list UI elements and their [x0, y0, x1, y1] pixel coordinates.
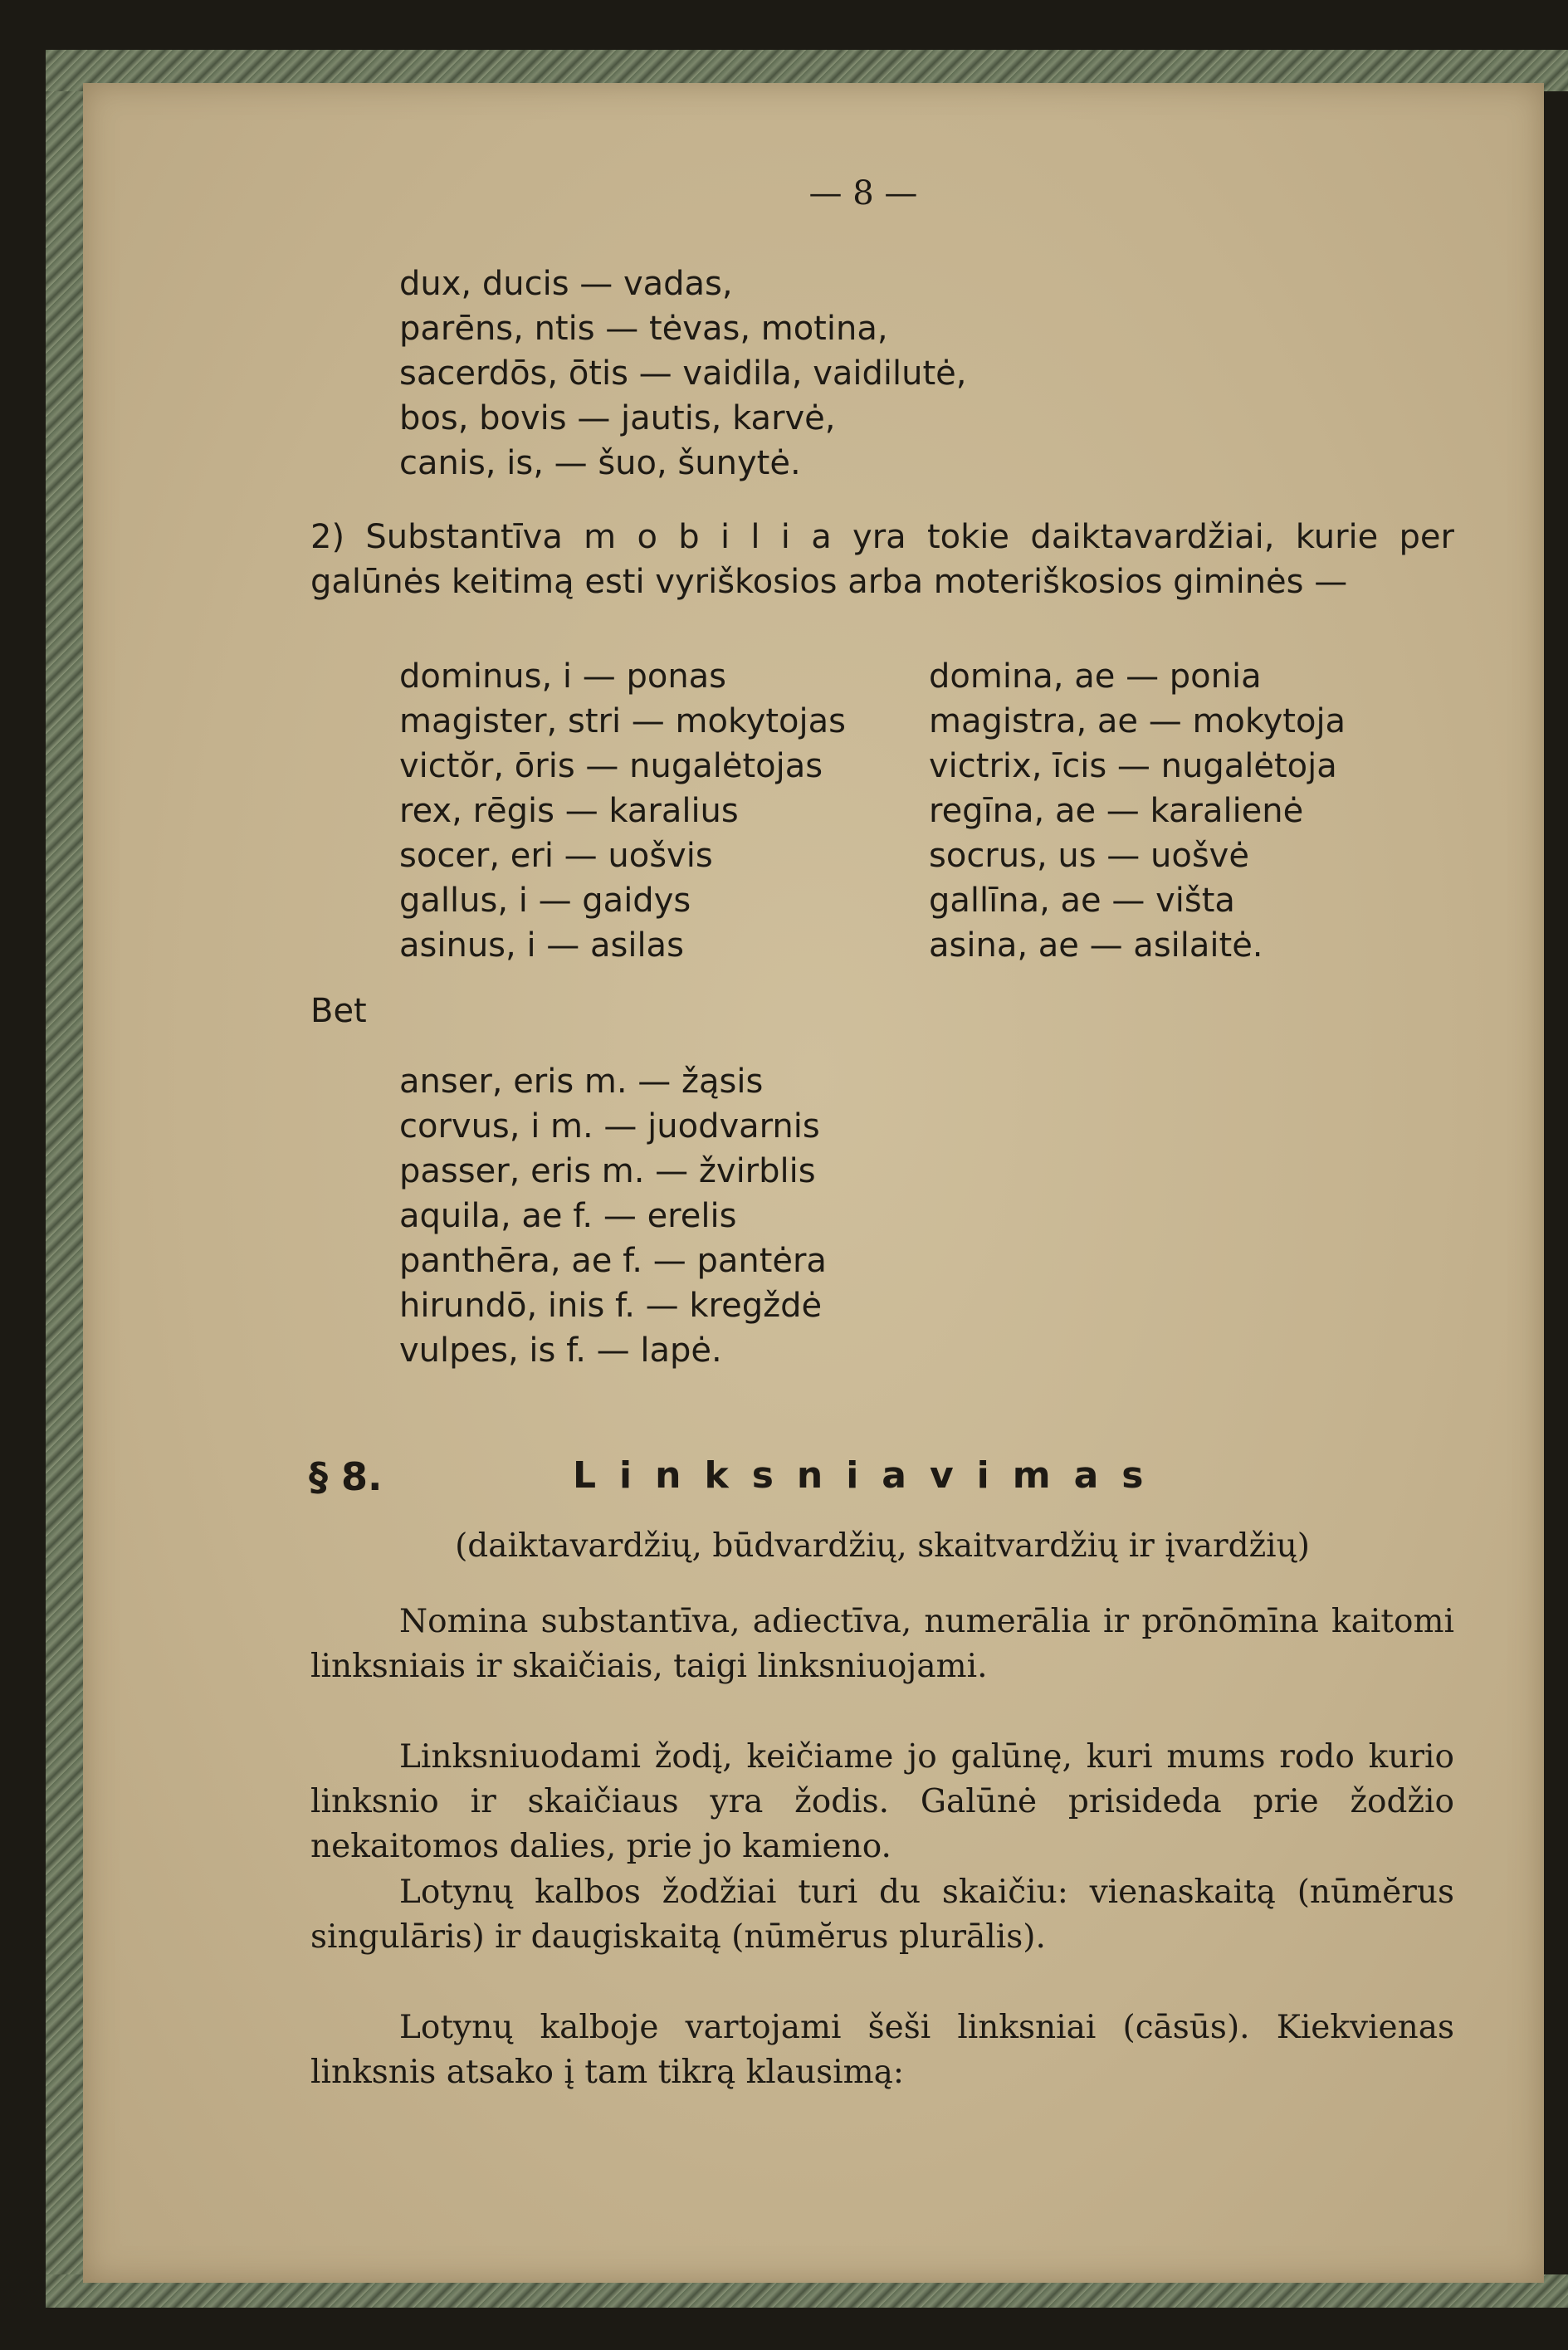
section-title: Linksniavimas — [573, 1454, 1167, 1497]
body-paragraph: Lotynų kalbos žodžiai turi du skaičiu: vienaskaitą (nūmĕrus singulāris) ir daugiskaitą (nūmĕrus plurālis). — [310, 1874, 1454, 1956]
bet-label: Bet — [310, 992, 367, 1030]
masculine-form: magister, stri — mokytojas — [399, 702, 846, 740]
gender-example: parēns, ntis — tėvas, motina, — [399, 310, 888, 348]
feminine-form: socrus, us — uošvė — [929, 837, 1249, 875]
body-paragraph: Lotynų kalboje vartojami šeši linksniai (cāsūs). Kiekvienas linksnis atsako į tam tikrą klausimą: — [310, 2009, 1454, 2091]
gender-example: sacerdōs, ōtis — vaidila, vaidilutė, — [399, 354, 967, 393]
feminine-form: victrix, īcis — nugalėtoja — [929, 747, 1337, 785]
masculine-form: dominus, i — ponas — [399, 657, 727, 696]
feminine-form: domina, ae — ponia — [929, 657, 1262, 696]
feminine-form: regīna, ae — karalienė — [929, 792, 1304, 830]
epicene-column — [399, 1059, 827, 1373]
section-subtitle: (daiktavardžių, būdvardžių, skaitvardžių ir įvardžių) — [455, 1527, 1310, 1565]
feminine-form: magistra, ae — mokytoja — [929, 702, 1346, 740]
masculine-form: gallus, i — gaidys — [399, 882, 691, 920]
masculine-form: victŏr, ōris — nugalėtojas — [399, 747, 823, 785]
gender-example: dux, ducis — vadas, — [399, 265, 733, 303]
feminine-column — [929, 654, 1346, 968]
epicene-example: passer, eris m. — žvirblis — [399, 1152, 816, 1190]
masculine-form: socer, eri — uošvis — [399, 837, 713, 875]
epicene-example: panthēra, ae f. — pantėra — [399, 1242, 827, 1280]
epicene-example: vulpes, is f. — lapė. — [399, 1331, 722, 1370]
section-mark: § 8. — [309, 1454, 383, 1499]
gender-example: canis, is, — šuo, šunytė. — [399, 444, 801, 482]
epicene-example: corvus, i m. — juodvarnis — [399, 1107, 820, 1146]
mobilia-paragraph: 2) Substantīva m o b i l i a yra tokie daiktavardžiai, kurie per galūnės keitimą esti vyriškosios arba moteriškosios giminės — — [310, 518, 1454, 601]
gender-example: bos, bovis — jautis, karvė, — [399, 399, 836, 437]
epicene-example: anser, eris m. — žąsis — [399, 1063, 764, 1101]
masculine-column — [399, 654, 846, 968]
gender-example-list — [399, 261, 967, 486]
feminine-form: asina, ae — asilaitė. — [929, 926, 1263, 965]
body-paragraph: Nomina substantīva, adiectīva, numerālia ir prōnōmīna kaitomi linksniais ir skaičiais, taigi linksniuojami. — [310, 1603, 1454, 1685]
body-paragraph: Linksniuodami žodį, keičiame jo galūnę, kuri mums rodo kurio linksnio ir skaičiaus yra žodis. Galūnė prisideda prie žodžio nekaitomos dalies, prie jo kamieno. — [310, 1738, 1454, 1865]
feminine-form: gallīna, ae — višta — [929, 882, 1235, 920]
masculine-form: rex, rēgis — karalius — [399, 792, 739, 830]
epicene-example: hirundō, inis f. — kregždė — [399, 1287, 823, 1325]
page-number: — 8 — — [808, 174, 918, 213]
masculine-form: asinus, i — asilas — [399, 926, 684, 965]
epicene-example: aquila, ae f. — erelis — [399, 1197, 737, 1235]
book-page — [83, 83, 1544, 2283]
